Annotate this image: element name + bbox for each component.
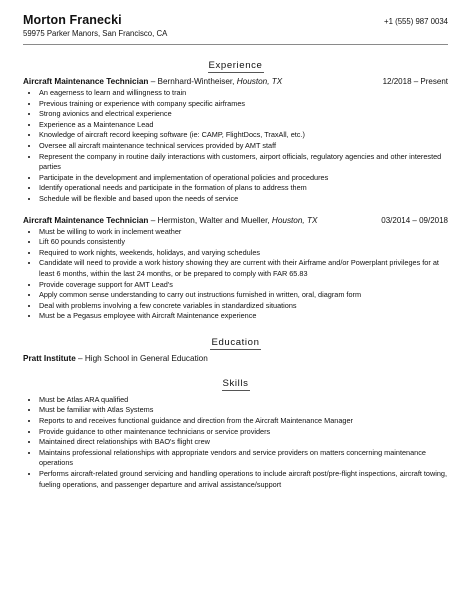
header-divider [23, 44, 448, 45]
job-bullets [23, 88, 448, 205]
job-location: Houston, TX [271, 215, 318, 225]
list-item: • Performs aircraft-related ground servicing and handling operations to include aircraft post/pre-flight inspections, aircraft towing, fueling operations, and passenger departure and arrival assistance/support [39, 469, 448, 490]
list-item: • Maintained direct relationships with BAO's flight crew [39, 437, 448, 448]
job-dates: 12/2018 – Present [382, 77, 448, 86]
list-item: • Participate in the development and implementation of operational policies and procedures [39, 173, 448, 184]
education-detail: – High School in General Education [75, 353, 208, 363]
list-item: • Must be willing to work in inclement weather [39, 227, 448, 238]
job-separator: – [148, 77, 158, 86]
job-header [23, 216, 448, 225]
list-item: • Deal with problems involving a few concrete variables in standardized situations [39, 301, 448, 312]
job-company: Bernhard-Wintheiser, [157, 77, 235, 86]
list-item: • Lift 60 pounds consistently [39, 237, 448, 248]
list-item: • Knowledge of aircraft record keeping software (ie: CAMP, FlightDocs, TraxAll, etc.) [39, 130, 448, 141]
list-item: • An eagerness to learn and willingness to train [39, 88, 448, 99]
list-item: • Experience as a Maintenance Lead [39, 120, 448, 131]
job-entry-1 [23, 77, 448, 205]
job-company: Hermiston, Walter and Mueller, [157, 215, 270, 225]
list-item: • Schedule will be flexible and based upon the needs of service [39, 194, 448, 205]
job-dates: 03/2014 – 09/2018 [381, 215, 448, 225]
address: 59975 Parker Manors, San Francisco, CA [23, 29, 168, 38]
skills-heading: Skills [222, 377, 249, 389]
list-item: • Apply common sense understanding to carry out instructions furnished in written, oral, diagram form [39, 290, 448, 301]
phone-number: +1 (555) 987 0034 [384, 17, 448, 26]
job-header [23, 77, 448, 86]
list-item: • Provide guidance to other maintenance technicians or service providers [39, 427, 448, 438]
list-item: • Previous training or experience with company specific airframes [39, 99, 448, 110]
list-item: • Represent the company in routine daily interactions with customers, airport officials, regulatory agencies and other interested parties [39, 152, 448, 173]
job-entry-2 [23, 216, 448, 322]
job-separator: – [148, 215, 158, 225]
header-row [23, 13, 448, 27]
skills-bullets [23, 395, 448, 490]
list-item: • Strong avionics and electrical experience [39, 109, 448, 120]
list-item: • Provide coverage support for AMT Lead's [39, 280, 448, 291]
job-bullets [23, 227, 448, 322]
candidate-name: Morton Franecki [23, 13, 122, 27]
school-name: Pratt Institute [23, 353, 76, 363]
list-item: • Must be familiar with Atlas Systems [39, 405, 448, 416]
education-heading: Education [211, 336, 260, 348]
list-item: • Reports to and receives functional guidance and direction from the Aircraft Maintenance Manager [39, 416, 448, 427]
list-item: • Must be a Pegasus employee with Aircraft Maintenance experience [39, 311, 448, 322]
list-item: • Maintains professional relationships with appropriate vendors and service providers on matters concerning maintenance operations [39, 448, 448, 469]
experience-heading: Experience [208, 60, 263, 71]
job-role: Aircraft Maintenance Technician [23, 77, 149, 86]
list-item: • Identify operational needs and participate in the formation of plans to address them [39, 183, 448, 194]
education-entry [23, 354, 448, 363]
list-item: • Required to work nights, weekends, holidays, and varying schedules [39, 248, 448, 259]
job-role: Aircraft Maintenance Technician [23, 215, 149, 225]
list-item: • Oversee all aircraft maintenance technical services provided by AMT staff [39, 141, 448, 152]
list-item: • Must be Atlas ARA qualified [39, 395, 448, 406]
job-location: Houston, TX [236, 77, 283, 86]
list-item: • Candidate will need to provide a work history showing they are current with their Airframe and/or Powerplant privileges for at least 6 months, within the last 24 months, or be prepared to comply with FAR 65.83 [39, 258, 448, 279]
